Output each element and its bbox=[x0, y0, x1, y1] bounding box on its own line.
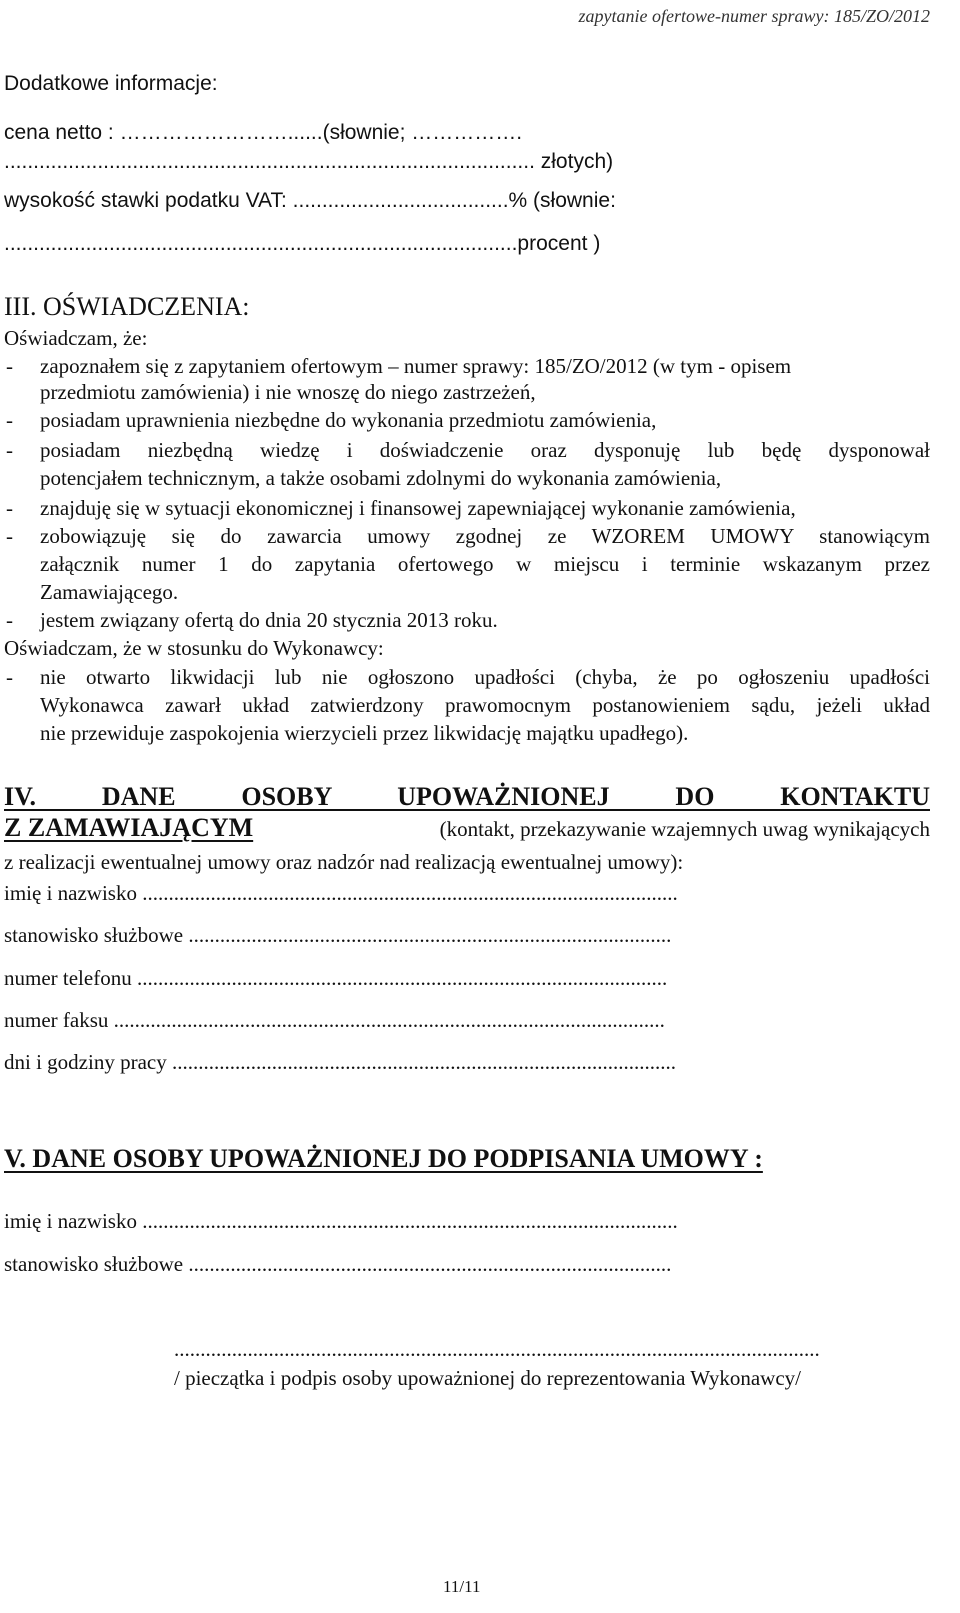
declaration-5-line-2: załącznik numer 1 do zapytania ofertowego w miejscu i terminie wskazanym przez bbox=[40, 552, 930, 576]
contact-hours-field: dni i godziny pracy ................................................................................................ bbox=[4, 1050, 676, 1074]
bullet-dash: - bbox=[6, 496, 13, 520]
declaration-1-line-1: zapoznałem się z zapytaniem ofertowym – numer sprawy: 185/ZO/2012 (w tym - opisem bbox=[40, 354, 792, 378]
section-4-heading-note: (kontakt, przekazywanie wzajemnych uwag wynikających bbox=[439, 817, 930, 841]
declaration-7-line-2: Wykonawca zawarł układ zatwierdzony prawomocnym postanowieniem sądu, jeżeli układ bbox=[40, 693, 930, 717]
declaration-7-line-3: nie przewiduje zaspokojenia wierzycieli przez likwidację majątku upadłego). bbox=[40, 721, 689, 745]
section-4-heading-line-1: IV. DANE OSOBY UPOWAŻNIONEJ DO KONTAKTU bbox=[4, 782, 930, 811]
section-3-intro-2: Oświadczam, że w stosunku do Wykonawcy: bbox=[4, 636, 384, 660]
section-4-line-3: z realizacji ewentualnej umowy oraz nadzór nad realizacją ewentualnej umowy): bbox=[4, 850, 684, 874]
signer-position-field: stanowisko służbowe ............................................................................................ bbox=[4, 1252, 672, 1276]
bullet-dash: - bbox=[6, 438, 13, 462]
bullet-dash: - bbox=[6, 408, 13, 432]
page-number: 11/11 bbox=[443, 1577, 481, 1596]
declaration-5-line-1: zobowiązuję się do zawarcia umowy zgodnej ze WZOREM UMOWY stanowiącym bbox=[40, 524, 930, 548]
bullet-dash: - bbox=[6, 608, 13, 632]
bullet-dash: - bbox=[6, 665, 13, 689]
signature-dotted-line: ........................................................................................................................... bbox=[174, 1337, 820, 1361]
bullet-dash: - bbox=[6, 354, 13, 378]
page-header: zapytanie ofertowe-numer sprawy: 185/ZO/2012 bbox=[578, 6, 930, 26]
contact-phone-field: numer telefonu ..................................................................................................... bbox=[4, 966, 668, 990]
net-price-line-2: ........................................................................................... złotych) bbox=[4, 150, 614, 173]
declaration-2: posiadam uprawnienia niezbędne do wykonania przedmiotu zamówienia, bbox=[40, 408, 657, 432]
net-price-line-1: cena netto : ……………………......(słownie; ……………. bbox=[4, 121, 523, 144]
declaration-6: jestem związany ofertą do dnia 20 stycznia 2013 roku. bbox=[40, 608, 498, 632]
declaration-7-line-1: nie otwarto likwidacji lub nie ogłoszono upadłości (chyba, że po ogłoszeniu upadłości bbox=[40, 665, 930, 689]
section-5-heading: V. DANE OSOBY UPOWAŻNIONEJ DO PODPISANIA UMOWY : bbox=[4, 1144, 763, 1173]
section-4-heading-line-2 bbox=[4, 813, 930, 842]
section-4-heading-bold: Z ZAMAWIAJĄCYM bbox=[4, 813, 254, 842]
contact-position-field: stanowisko służbowe ............................................................................................ bbox=[4, 923, 672, 947]
declaration-3-line-2: potencjałem technicznym, a także osobami zdolnymi do wykonania zamówienia, bbox=[40, 466, 722, 490]
bullet-dash: - bbox=[6, 524, 13, 548]
contact-fax-field: numer faksu ......................................................................................................... bbox=[4, 1008, 665, 1032]
vat-line-2: ........................................................................................procent ) bbox=[4, 232, 601, 255]
declaration-4: znajduję się w sytuacji ekonomicznej i finansowej zapewniającej wykonanie zamówienia, bbox=[40, 496, 796, 520]
section-3-heading: III. OŚWIADCZENIA: bbox=[4, 292, 250, 321]
contact-name-field: imię i nazwisko ...................................................................................................... bbox=[4, 881, 678, 905]
extra-info-title: Dodatkowe informacje: bbox=[4, 72, 218, 95]
declaration-1-line-2: przedmiotu zamówienia) i nie wnoszę do niego zastrzeżeń, bbox=[40, 380, 536, 404]
signer-name-field: imię i nazwisko ...................................................................................................... bbox=[4, 1209, 678, 1233]
section-3-intro: Oświadczam, że: bbox=[4, 326, 148, 350]
declaration-5-line-3: Zamawiającego. bbox=[40, 580, 179, 604]
vat-line-1: wysokość stawki podatku VAT: .....................................% (słownie: bbox=[4, 189, 616, 212]
declaration-3-line-1: posiadam niezbędną wiedzę i doświadczenie oraz dysponuję lub będę dysponował bbox=[40, 438, 930, 462]
signature-caption: / pieczątka i podpis osoby upoważnionej do reprezentowania Wykonawcy/ bbox=[174, 1366, 801, 1390]
